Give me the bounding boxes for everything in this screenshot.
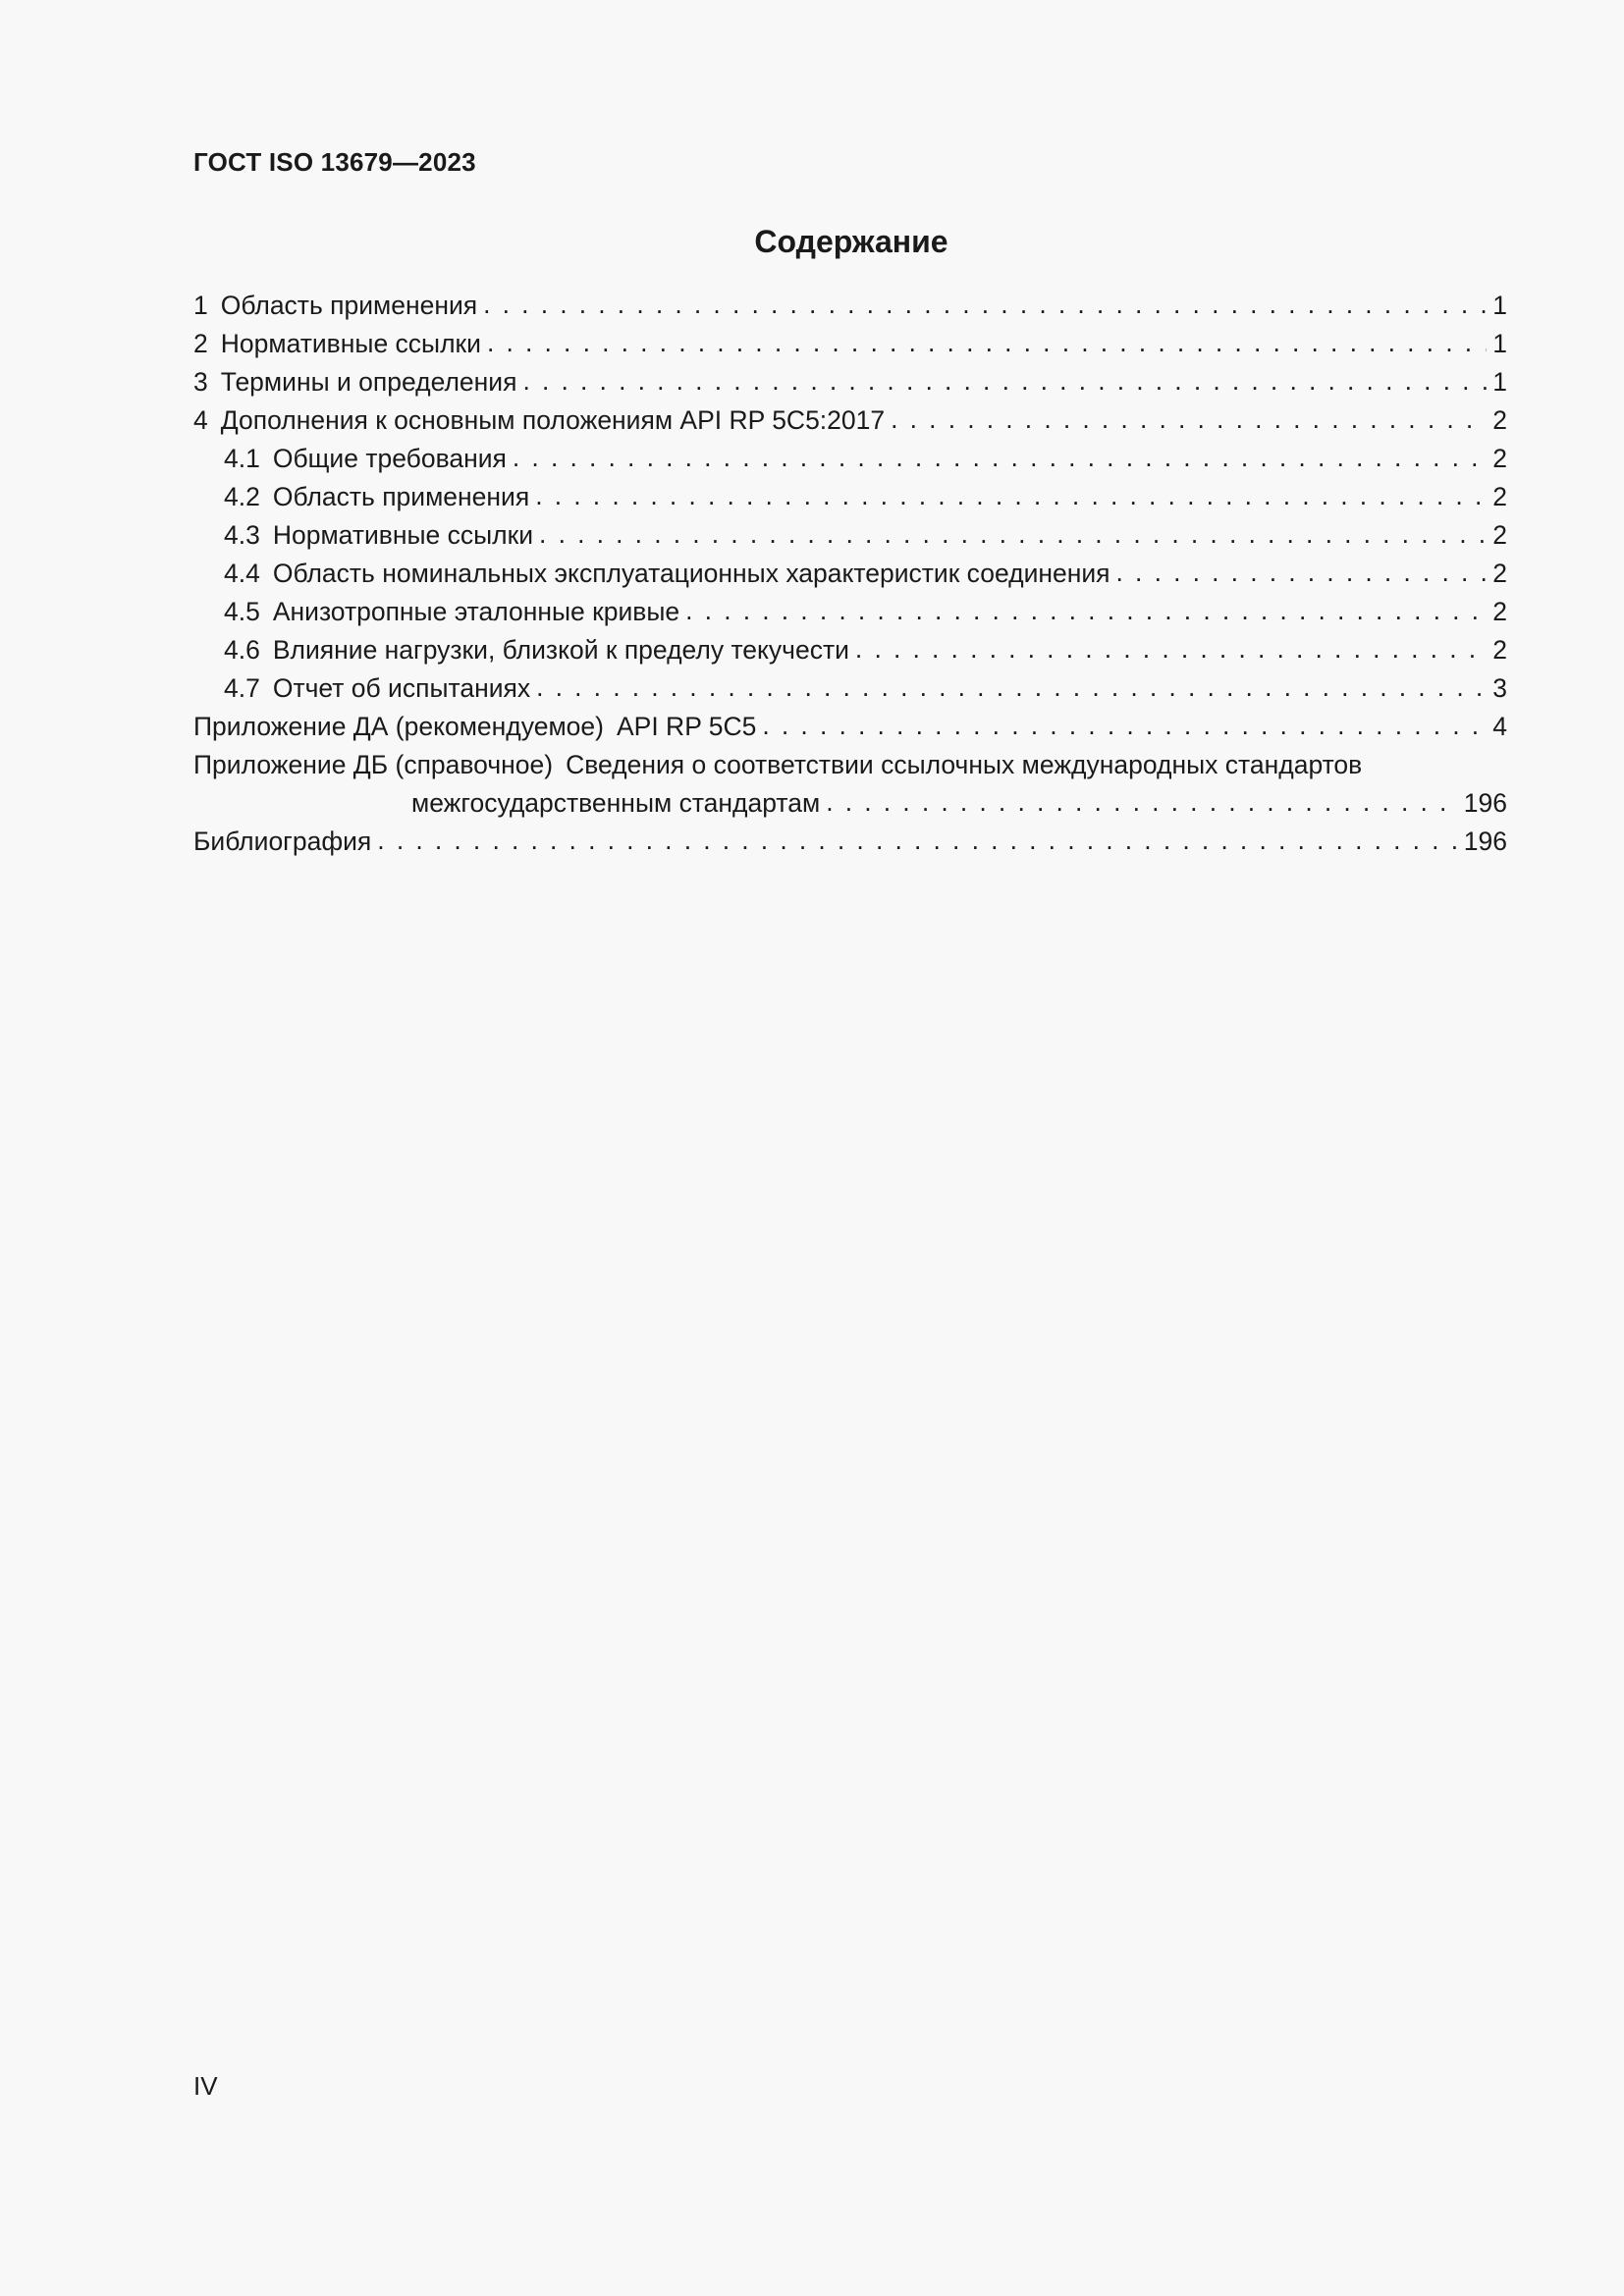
toc-entry-page: 2: [1492, 635, 1507, 665]
toc-entry-title: Область применения: [272, 482, 530, 511]
toc-entry-title-continuation: межгосударственным стандартам: [411, 788, 821, 818]
toc-entry-page: 196: [1463, 788, 1507, 818]
toc-entry-title: Библиография: [193, 827, 372, 856]
toc-appendix-label: Приложение ДА (рекомендуемое): [193, 712, 604, 741]
toc-entry-title: Нормативные ссылки: [220, 329, 481, 358]
toc-entry-page: 2: [1492, 520, 1507, 550]
toc-entry[interactable]: [193, 325, 1507, 363]
toc-entry-page: 2: [1492, 597, 1507, 626]
toc-entry-number: 3: [193, 367, 208, 397]
toc-entry-title: API RP 5C5: [616, 712, 757, 741]
toc-subentry[interactable]: [193, 593, 1507, 631]
toc-subentry[interactable]: [193, 669, 1507, 708]
toc-subentry[interactable]: [193, 631, 1507, 669]
page-number: IV: [193, 2071, 218, 2101]
toc-entry-number: 4.1: [224, 444, 260, 473]
toc-entry-page: 1: [1492, 367, 1507, 397]
toc-appendix-da[interactable]: [193, 708, 1507, 746]
toc-entry-title: Область применения: [220, 291, 478, 320]
toc-entry-page: 2: [1492, 482, 1507, 511]
toc-entry-page: 3: [1492, 673, 1507, 703]
toc-entry-number: 4.6: [224, 635, 260, 665]
table-of-contents: [193, 287, 1507, 861]
toc-entry-title: Отчет об испытаниях: [272, 673, 531, 703]
toc-leader-dots: [535, 477, 1487, 515]
toc-subentry[interactable]: [193, 555, 1507, 593]
toc-subentry[interactable]: [193, 516, 1507, 555]
toc-entry-number: 4.2: [224, 482, 260, 511]
toc-entry-title: Влияние нагрузки, близкой к пределу текучести: [272, 635, 849, 665]
toc-leader-dots: [685, 592, 1487, 630]
toc-entry-title: Общие требования: [272, 444, 507, 473]
toc-entry-page: 2: [1492, 444, 1507, 473]
toc-entry-number: 4.3: [224, 520, 260, 550]
toc-leader-dots: [536, 668, 1487, 707]
toc-entry-number: 2: [193, 329, 208, 358]
toc-entry-title: Область номинальных эксплуатационных характеристик соединения: [272, 559, 1110, 588]
toc-entry[interactable]: [193, 363, 1507, 401]
toc-entry-number: 4.5: [224, 597, 260, 626]
toc-leader-dots: [891, 400, 1487, 439]
toc-entry-page: 2: [1492, 559, 1507, 588]
toc-entry-title: Анизотропные эталонные кривые: [272, 597, 680, 626]
toc-entry-number: 1: [193, 291, 208, 320]
toc-subentry[interactable]: [193, 440, 1507, 478]
toc-entry-title: Сведения о соответствии ссылочных международных стандартов: [566, 750, 1363, 779]
toc-leader-dots: [513, 439, 1487, 477]
toc-leader-dots: [522, 362, 1487, 400]
toc-entry-title: Дополнения к основным положениям API RP 5C5:2017: [220, 405, 886, 435]
toc-bibliography[interactable]: [193, 823, 1507, 861]
toc-entry-title: Нормативные ссылки: [272, 520, 534, 550]
toc-leader-dots: [826, 783, 1458, 822]
toc-entry-number: 4: [193, 405, 208, 435]
document-header: ГОСТ ISO 13679—2023: [193, 147, 476, 177]
toc-entry-page: 196: [1463, 827, 1507, 856]
toc-entry-title: Термины и определения: [220, 367, 517, 397]
toc-entry[interactable]: [193, 401, 1507, 440]
toc-subentry[interactable]: [193, 478, 1507, 516]
toc-entry-page: 1: [1492, 291, 1507, 320]
toc-leader-dots: [487, 324, 1487, 362]
toc-appendix-db[interactable]: [193, 746, 1507, 784]
toc-entry-number: 4.4: [224, 559, 260, 588]
toc-leader-dots: [762, 707, 1487, 745]
toc-entry-page: 2: [1492, 405, 1507, 435]
toc-leader-dots: [855, 630, 1487, 668]
toc-entry-page: 4: [1492, 712, 1507, 741]
toc-title: Содержание: [754, 224, 948, 259]
toc-leader-dots: [483, 286, 1487, 324]
toc-leader-dots: [1116, 554, 1488, 592]
toc-entry-number: 4.7: [224, 673, 260, 703]
toc-leader-dots: [539, 515, 1487, 554]
toc-entry[interactable]: [193, 287, 1507, 325]
toc-entry-page: 1: [1492, 329, 1507, 358]
toc-appendix-label: Приложение ДБ (справочное): [193, 750, 554, 779]
toc-appendix-db-continuation[interactable]: [193, 784, 1507, 823]
toc-leader-dots: [377, 822, 1457, 860]
